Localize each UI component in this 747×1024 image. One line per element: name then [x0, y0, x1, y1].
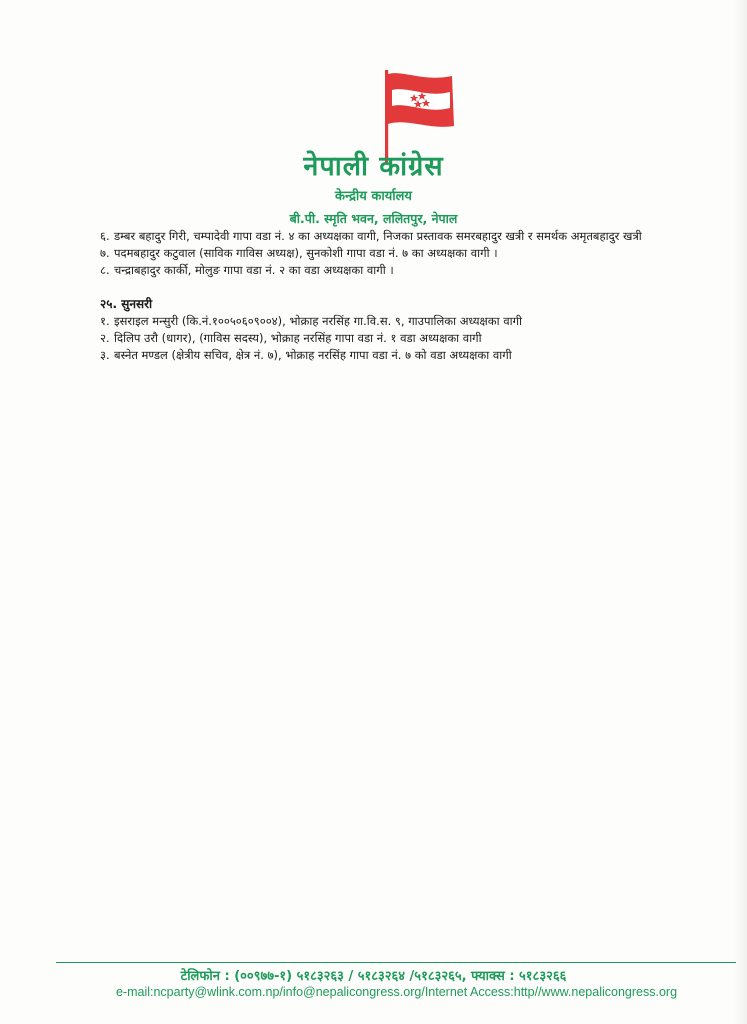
list-item [100, 262, 690, 279]
footer-divider [56, 962, 736, 963]
list-item-number: १. [100, 314, 110, 328]
list-item-number: ३. [100, 348, 110, 362]
list-item-number: ७. [100, 246, 110, 260]
footer-contact-email: e-mail:ncparty@wlink.com.np/info@nepalicongress.org/Internet Access:http//www.nepalicongress.org [115, 985, 678, 999]
footer-phone-fax: टेलिफोन : (००९७७-१) ५१८३२६३ / ५१८३२६४ /५१८३२६५, फ्याक्स : ५१८३२६६ [180, 969, 567, 984]
list-item-text: इसराइल मन्सुरी (कि.नं.१००५०६०९००४), भोक्राह नरसिंह गा.वि.स. ९, गाउपालिका अध्यक्षका वागी [114, 314, 523, 328]
office-name: केन्द्रीय कार्यालय [335, 189, 412, 204]
list-item [100, 330, 690, 347]
section-heading: २५. सुनसरी [100, 297, 153, 311]
list-item-text: डम्बर बहादुर गिरी, चम्पादेवी गापा वडा नं. ४ का अध्यक्षका वागी, निजका प्रस्तावक समरबहादुर खत्री र समर्थक अमृतबहादुर खत्री [114, 229, 642, 243]
list-item-number: २. [100, 331, 110, 345]
list-item [100, 347, 690, 364]
list-item-text: बस्नेत मण्डल (क्षेत्रीय सचिव, क्षेत्र नं. ७), भोक्राह नरसिंह गापा वडा नं. ७ को वडा अध्यक्षका वागी [114, 348, 512, 362]
list-item-text: चन्द्राबहादुर कार्की, मोलुङ गापा वडा नं. २ का वडा अध्यक्षका वागी । [114, 263, 394, 277]
list-item [100, 228, 690, 245]
office-address: बी.पी. स्मृति भवन, ललितपुर, नेपाल [289, 211, 458, 226]
document-body [100, 228, 690, 364]
list-item-text: पदमबहादुर कटुवाल (साविक गाविस अध्यक्ष), सुनकोशी गापा वडा नं. ७ का अध्यक्षका वागी । [114, 246, 498, 260]
list-item-number: ६. [100, 229, 110, 243]
list-item [100, 313, 690, 330]
list-item-text: दिलिप उरौ (धागर), (गाविस सदस्य), भोक्राह नरसिंह गापा वडा नं. १ वडा अध्यक्षका वागी [114, 331, 482, 345]
list-item-number: ८. [100, 263, 110, 277]
organization-name: नेपाली कांग्रेस [303, 151, 444, 182]
list-item [100, 245, 690, 262]
